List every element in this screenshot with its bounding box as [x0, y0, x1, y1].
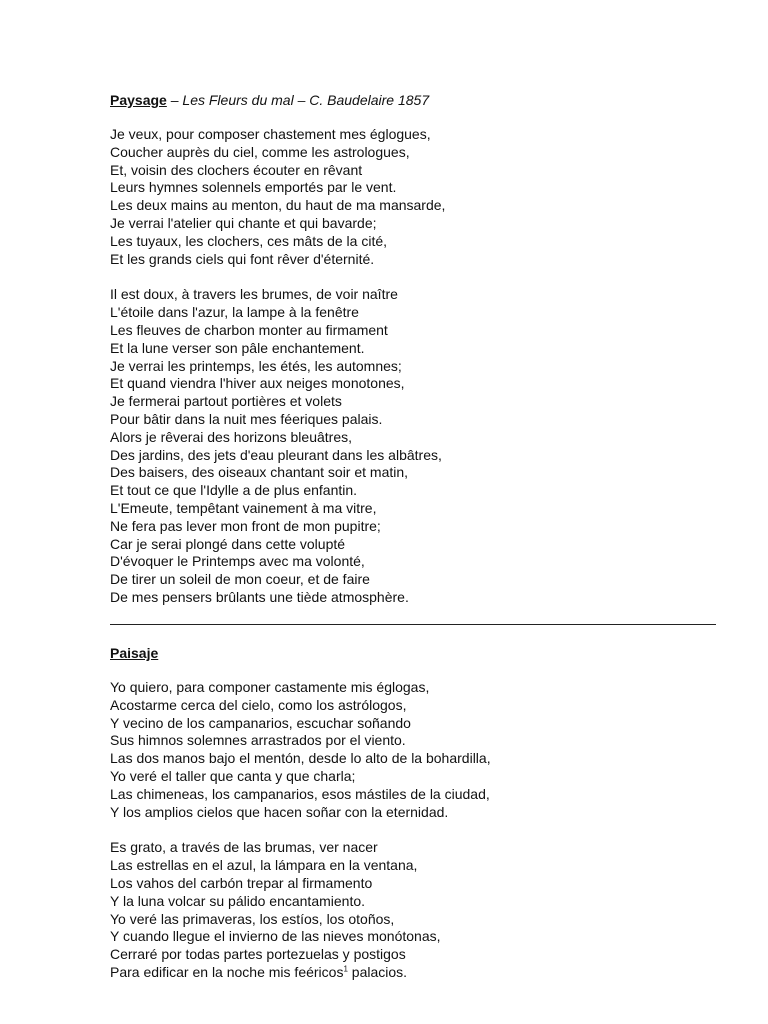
poem-line: Ne fera pas lever mon front de mon pupitre; [110, 517, 381, 534]
poem-line: Des jardins, des jets d'eau pleurant dans les albâtres, [110, 446, 442, 463]
french-stanza-1 [110, 126, 716, 268]
section-divider [110, 624, 716, 625]
poem-line: Las chimeneas, los campanarios, esos mástiles de la ciudad, [110, 785, 490, 802]
poem-line: Los vahos del carbón trepar al firmamento [110, 874, 373, 891]
poem-line: De tirer un soleil de mon coeur, et de faire [110, 571, 370, 588]
spanish-stanza-1 [110, 679, 716, 821]
poem-line: Et la lune verser son pâle enchantement. [110, 339, 365, 356]
poem-line: Et, voisin des clochers écouter en rêvant [110, 161, 363, 178]
poem-line: D'évoquer le Printemps avec ma volonté, [110, 553, 365, 570]
poem-line: Car je serai plongé dans cette volupté [110, 535, 346, 552]
poem-line: Les deux mains au menton, du haut de ma mansarde, [110, 197, 446, 214]
poem-line: Yo veré las primaveras, los estíos, los otoños, [110, 910, 395, 927]
poem-line: Je verrai l'atelier qui chante et qui bavarde; [110, 214, 377, 231]
french-title-dash: – [166, 92, 183, 108]
french-poem [110, 91, 716, 607]
poem-line: Sus himnos solemnes arrastrados por el viento. [110, 732, 406, 749]
poem-line: Y cuando llegue el invierno de las nieves monótonas, [110, 928, 441, 945]
poem-line: Les tuyaux, les clochers, ces mâts de la cité, [110, 232, 388, 249]
poem-line: Alors je rêverai des horizons bleuâtres, [110, 428, 353, 445]
poem-line: Y vecino de los campanarios, escuchar soñando [110, 714, 411, 731]
poem-line: L'étoile dans l'azur, la lampe à la fenêtre [110, 304, 359, 321]
poem-line: Las estrellas en el azul, la lámpara en la ventana, [110, 857, 418, 874]
footnote-marker: 1 [343, 964, 348, 974]
poem-line: Et les grands ciels qui font rêver d'éternité. [110, 250, 375, 267]
poem-line: Las dos manos bajo el mentón, desde lo alto de la bohardilla, [110, 750, 491, 767]
french-title-source: Les Fleurs du mal – C. Baudelaire 1857 [182, 92, 430, 108]
poem-line: Cerraré por todas partes portezuelas y postigos [110, 946, 406, 963]
poem-line: Es grato, a través de las brumas, ver nacer [110, 839, 378, 856]
poem-line: Je fermerai partout portières et volets [110, 393, 342, 410]
poem-line: Les fleuves de charbon monter au firmament [110, 321, 388, 338]
french-stanza-2 [110, 286, 716, 606]
poem-line: Je verrai les printemps, les étés, les automnes; [110, 357, 402, 374]
poem-line: Acostarme cerca del cielo, como los astrólogos, [110, 696, 407, 713]
poem-line-last [110, 964, 716, 982]
spanish-title [110, 644, 716, 662]
poem-line: Et tout ce que l'Idylle a de plus enfantin. [110, 482, 358, 499]
french-title-bold: Paysage [110, 92, 167, 108]
poem-line: Pour bâtir dans la nuit mes féeriques palais. [110, 410, 383, 427]
spanish-poem [110, 644, 716, 982]
poem-line: Des baisers, des oiseaux chantant soir et matin, [110, 464, 409, 481]
poem-line: Il est doux, à travers les brumes, de voir naître [110, 286, 398, 303]
poem-line: Coucher auprès du ciel, comme les astrologues, [110, 143, 410, 160]
poem-line: De mes pensers brûlants une tiède atmosphère. [110, 588, 409, 605]
spanish-stanza-2 [110, 839, 716, 981]
poem-line: Y la luna volcar su pálido encantamiento. [110, 892, 366, 909]
poem-line: Yo quiero, para componer castamente mis églogas, [110, 679, 430, 695]
last-line-end: palacios. [347, 963, 408, 980]
spanish-title-bold: Paisaje [110, 645, 159, 661]
french-title [110, 91, 716, 109]
poem-line: Y los amplios cielos que hacen soñar con la eternidad. [110, 803, 449, 820]
poem-line: Et quand viendra l'hiver aux neiges monotones, [110, 375, 405, 392]
poem-line: L'Emeute, tempêtant vainement à ma vitre, [110, 499, 377, 516]
poem-line: Leurs hymnes solennels emportés par le vent. [110, 179, 397, 196]
last-line-text: Para edificar en la noche mis feéricos [110, 963, 344, 980]
poem-line: Je veux, pour composer chastement mes églogues, [110, 126, 431, 142]
poem-line: Yo veré el taller que canta y que charla; [110, 767, 356, 784]
